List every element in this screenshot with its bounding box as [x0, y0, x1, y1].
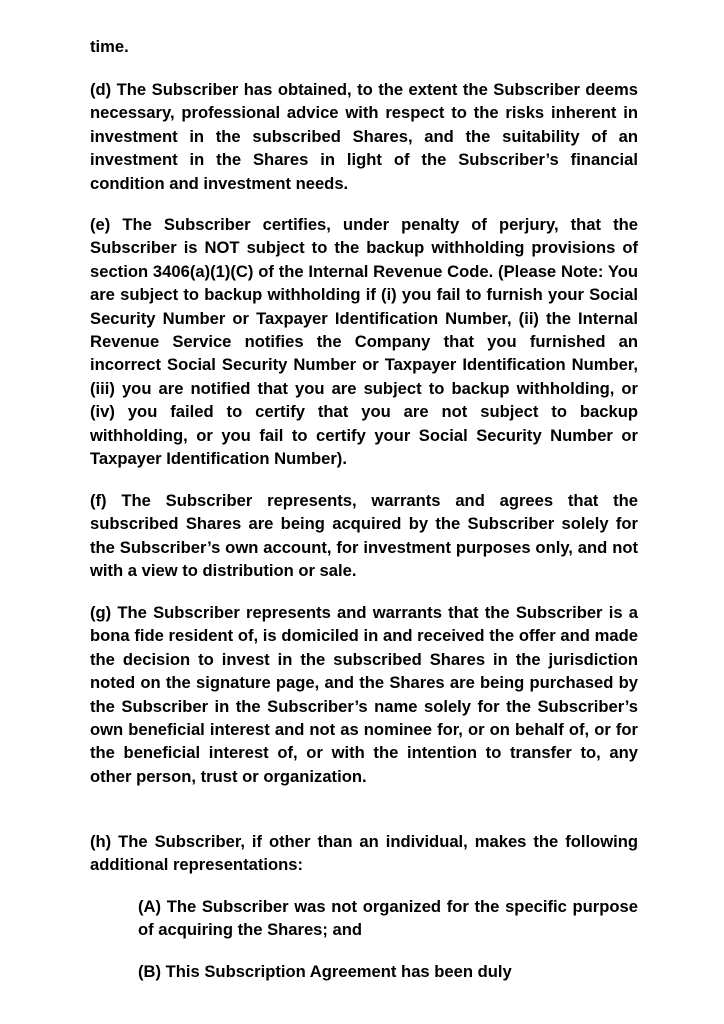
subclause-b: (B) This Subscription Agreement has been duly [138, 962, 512, 981]
clause-g: (g) The Subscriber represents and warrants that the Subscriber is a bona fide resident of, is domiciled in and received the offer and made the decision to invest in the subscribed Shares in the jurisdiction noted on the signature page, and the Shares are being purchased by the Subscriber in the Subscriber’s name solely for the Subscriber’s own beneficial interest and not as nominee for, or on behalf of, or for the beneficial interest of, or with the intention to transfer to, any other person, trust or organization. [90, 603, 638, 786]
clause-h: (h) The Subscriber, if other than an individual, makes the following additional representations: [90, 832, 638, 875]
clause-e: (e) The Subscriber certifies, under penalty of perjury, that the Subscriber is NOT subject to the backup withholding provisions of section 3406(a)(1)(C) of the Internal Revenue Code. (Please Note: You are subject to backup withholding if (i) you fail to furnish your Social Security Number or Taxpayer Identification Number, (ii) the Internal Revenue Service notifies the Company that you furnished an incorrect Social Security Number or Taxpayer Identification Number, (iii) you are notified that you are subject to backup withholding, or (iv) you failed to certify that you are not subject to backup withholding, or you fail to certify your Social Security Number or Taxpayer Identification Number). [90, 215, 638, 469]
clause-f: (f) The Subscriber represents, warrants and agrees that the subscribed Shares are being acquired by the Subscriber solely for the Subscriber’s own account, for investment purposes only, and not with a view to distribution or sale. [90, 491, 638, 581]
subclause-a: (A) The Subscriber was not organized for the specific purpose of acquiring the Shares; and [138, 897, 638, 940]
clause-d: (d) The Subscriber has obtained, to the extent the Subscriber deems necessary, professional advice with respect to the risks inherent in investment in the subscribed Shares, and the suitability of an investment in the Shares in light of the Subscriber’s financial condition and investment needs. [90, 80, 638, 193]
continuation-text: time. [90, 37, 129, 56]
